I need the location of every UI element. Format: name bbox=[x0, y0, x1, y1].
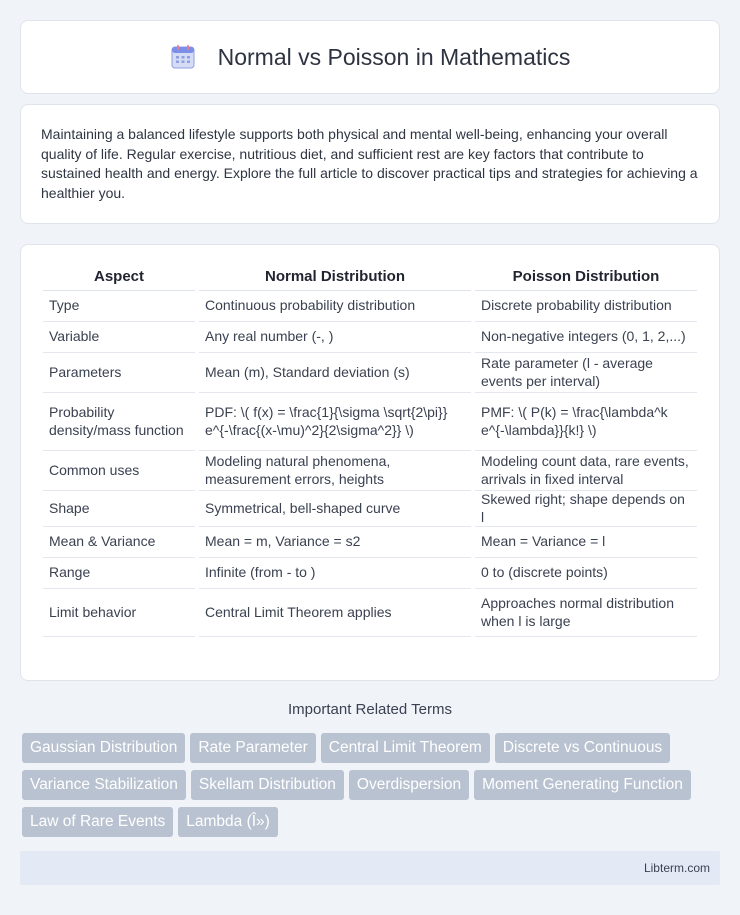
related-term-tag[interactable]: Discrete vs Continuous bbox=[495, 733, 670, 763]
cell-aspect: Mean & Variance bbox=[43, 527, 195, 558]
calendar-icon bbox=[170, 44, 196, 70]
cell-poisson: Skewed right; shape depends on l bbox=[475, 491, 697, 527]
related-term-tag[interactable]: Central Limit Theorem bbox=[321, 733, 490, 763]
cell-normal: Mean (m), Standard deviation (s) bbox=[199, 353, 471, 393]
cell-normal: Symmetrical, bell-shaped curve bbox=[199, 491, 471, 527]
cell-poisson: Mean = Variance = l bbox=[475, 527, 697, 558]
cell-aspect: Type bbox=[43, 291, 195, 322]
cell-poisson: Approaches normal distribution when l is large bbox=[475, 589, 697, 637]
column-header-aspect: Aspect bbox=[43, 265, 195, 291]
cell-aspect: Variable bbox=[43, 322, 195, 353]
related-terms-title: Important Related Terms bbox=[288, 701, 452, 718]
comparison-table bbox=[43, 265, 697, 637]
cell-aspect: Common uses bbox=[43, 451, 195, 491]
cell-normal: Infinite (from - to ) bbox=[199, 558, 471, 589]
related-term-tag[interactable]: Moment Generating Function bbox=[474, 770, 691, 800]
cell-aspect: Range bbox=[43, 558, 195, 589]
table-row bbox=[43, 589, 697, 637]
table-row bbox=[43, 322, 697, 353]
related-term-tag[interactable]: Lambda (Î») bbox=[178, 807, 278, 837]
table-row bbox=[43, 451, 697, 491]
cell-aspect: Parameters bbox=[43, 353, 195, 393]
table-row bbox=[43, 353, 697, 393]
table-row bbox=[43, 527, 697, 558]
cell-normal: Mean = m, Variance = s2 bbox=[199, 527, 471, 558]
column-header-normal: Normal Distribution bbox=[199, 265, 471, 291]
cell-normal: Continuous probability distribution bbox=[199, 291, 471, 322]
cell-normal: Any real number (-, ) bbox=[199, 322, 471, 353]
related-term-tag[interactable]: Variance Stabilization bbox=[22, 770, 186, 800]
cell-normal: Central Limit Theorem applies bbox=[199, 589, 471, 637]
table-row bbox=[43, 291, 697, 322]
cell-poisson: Non-negative integers (0, 1, 2,...) bbox=[475, 322, 697, 353]
column-header-poisson: Poisson Distribution bbox=[475, 265, 697, 291]
cell-normal: Modeling natural phenomena, measurement errors, heights bbox=[199, 451, 471, 491]
header-card bbox=[20, 20, 720, 94]
cell-aspect: Shape bbox=[43, 491, 195, 527]
related-term-tag[interactable]: Skellam Distribution bbox=[191, 770, 344, 800]
footer-site-link[interactable]: Libterm.com bbox=[643, 861, 710, 875]
cell-poisson: Rate parameter (l - average events per interval) bbox=[475, 353, 697, 393]
cell-poisson: Discrete probability distribution bbox=[475, 291, 697, 322]
related-term-tag[interactable]: Overdispersion bbox=[349, 770, 469, 800]
related-term-tag[interactable]: Gaussian Distribution bbox=[22, 733, 185, 763]
footer bbox=[20, 851, 720, 885]
cell-aspect: Probability density/mass function bbox=[43, 393, 195, 451]
table-header-row bbox=[43, 265, 697, 291]
related-term-tag[interactable]: Rate Parameter bbox=[190, 733, 315, 763]
page-title: Normal vs Poisson in Mathematics bbox=[217, 43, 571, 70]
table-row bbox=[43, 491, 697, 527]
intro-card bbox=[20, 104, 720, 224]
table-row bbox=[43, 558, 697, 589]
intro-text: Maintaining a balanced lifestyle supports both physical and mental well-being, enhancing your overall quality of life. Regular exercise, nutritious diet, and sufficient rest are key factors that contribute to sustained health and energy. Explore the full article to discover practical tips and strategies for achieving a healthier you. bbox=[41, 126, 698, 201]
cell-poisson: Modeling count data, rare events, arrivals in fixed interval bbox=[475, 451, 697, 491]
cell-poisson: 0 to (discrete points) bbox=[475, 558, 697, 589]
comparison-table-card bbox=[20, 244, 720, 681]
cell-aspect: Limit behavior bbox=[43, 589, 195, 637]
related-terms-list bbox=[22, 733, 722, 844]
cell-poisson: PMF: \( P(k) = \frac{\lambda^k e^{-\lambda}}{k!} \) bbox=[475, 393, 697, 451]
related-term-tag[interactable]: Law of Rare Events bbox=[22, 807, 173, 837]
table-row bbox=[43, 393, 697, 451]
cell-normal: PDF: \( f(x) = \frac{1}{\sigma \sqrt{2\pi}} e^{-\frac{(x-\mu)^2}{2\sigma^2}} \) bbox=[199, 393, 471, 451]
